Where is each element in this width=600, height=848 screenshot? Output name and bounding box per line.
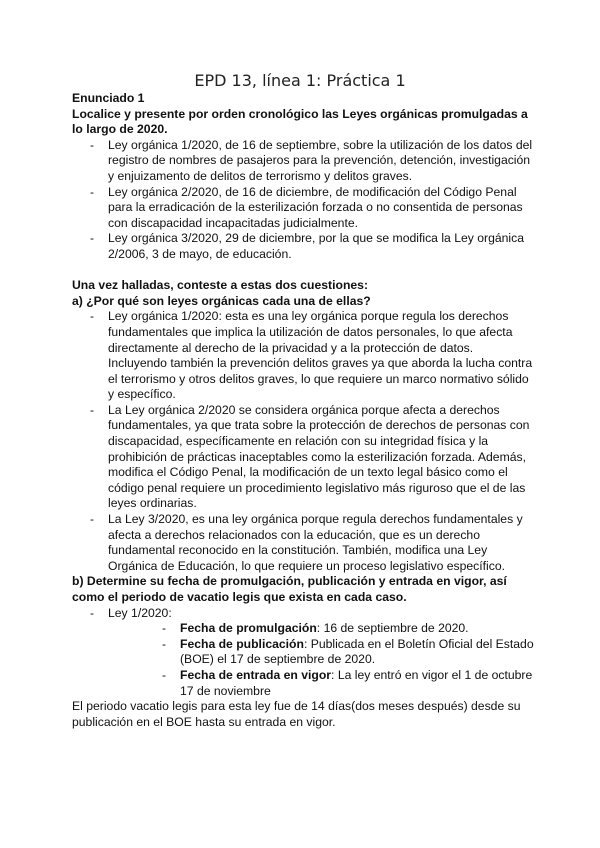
list-item [72,606,534,700]
list-item [108,637,534,668]
question-b-heading: b) Determine su fecha de promulgación, publicación y entrada en vigor, así como el periodo de vacatio legis que exista en cada caso. [72,574,507,604]
date-text: : 16 de septiembre de 2020. [316,621,469,636]
laws-list [72,138,534,263]
questions-intro: Una vez halladas, conteste a estas dos cuestiones: [72,278,368,293]
list-item: - La Ley 3/2020, es una ley orgánica porque regula derechos fundamentales y afecta a derechos relacionados con la educación, que es un derecho fundamental reconocido en la constitución. También, modifica una Ley Orgánica de Educación, lo que requiere un proceso legislativo específico. [72,512,534,574]
enunciado-heading: Enunciado 1 [72,91,145,105]
date-term: Fecha de entrada en vigor [180,667,332,682]
list-item: - Ley orgánica 2/2020, de 16 de diciembre, de modificación del Código Penal para la erradicación de la esterilización forzada o no consentida de personas con discapacidad incapacitadas judicialmente. [72,185,534,232]
date-text: : La ley entró en vigor el 1 de octubre 17 de noviembre [180,667,533,698]
dates-list [72,606,534,700]
document-body [72,91,534,730]
list-item: - Ley orgánica 3/2020, 29 de diciembre, por la que se modifica la Ley orgánica 2/2006, 3 de mayo, de educación. [72,231,534,262]
vacatio-paragraph: El periodo vacatio legis para esta ley fue de 14 días(dos meses después) desde su publicación en el BOE hasta su entrada en vigor. [72,699,521,729]
date-term: Fecha de promulgación [180,621,317,636]
list-item [108,668,534,699]
date-text: : Publicada en el Boletín Oficial del Estado (BOE) el 17 de septiembre de 2020. [180,636,534,667]
list-item: - Ley orgánica 1/2020: esta es una ley orgánica porque regula los derechos fundamentales que implica la utilización de datos personales, lo que afecta directamente al derecho de la privacidad y a la protección de datos. Incluyendo también la prevención delitos graves ya que aborda la lucha contra el terrorismo y otros delitos graves, lo que requiere un marco normativo sólido y específico. [72,309,534,403]
question-a-heading: a) ¿Por qué son leyes orgánicas cada una de ellas? [72,293,371,308]
list-item: - Ley orgánica 1/2020, de 16 de septiembre, sobre la utilización de los datos del registro de nombres de pasajeros para la prevención, detención, investigación y enjuizamento de delitos de terrorismo y delitos graves. [72,138,534,185]
list-item: - La Ley orgánica 2/2020 se considera orgánica porque afecta a derechos fundamentales, ya que trata sobre la protección de derechos de personas con discapacidad, específicamente en relación con su integridad física y la prohibición de prácticas inaceptables como la esterilización forzada. Además, modifica el Código Penal, la modificación de un texto legal básico como el código penal requiere un procedimiento legislativo más riguroso que el de las leyes ordinarias. [72,403,534,512]
list-item [108,621,534,637]
date-term: Fecha de publicación [180,636,304,651]
enunciado-instruction: Localice y presente por orden cronológico las Leyes orgánicas promulgadas a lo largo de 2020. [72,106,528,137]
law1-dates [108,621,534,699]
law1-label: Ley 1/2020: [108,605,172,620]
page-title: EPD 13, línea 1: Práctica 1 [194,71,406,90]
answers-list [72,309,534,574]
